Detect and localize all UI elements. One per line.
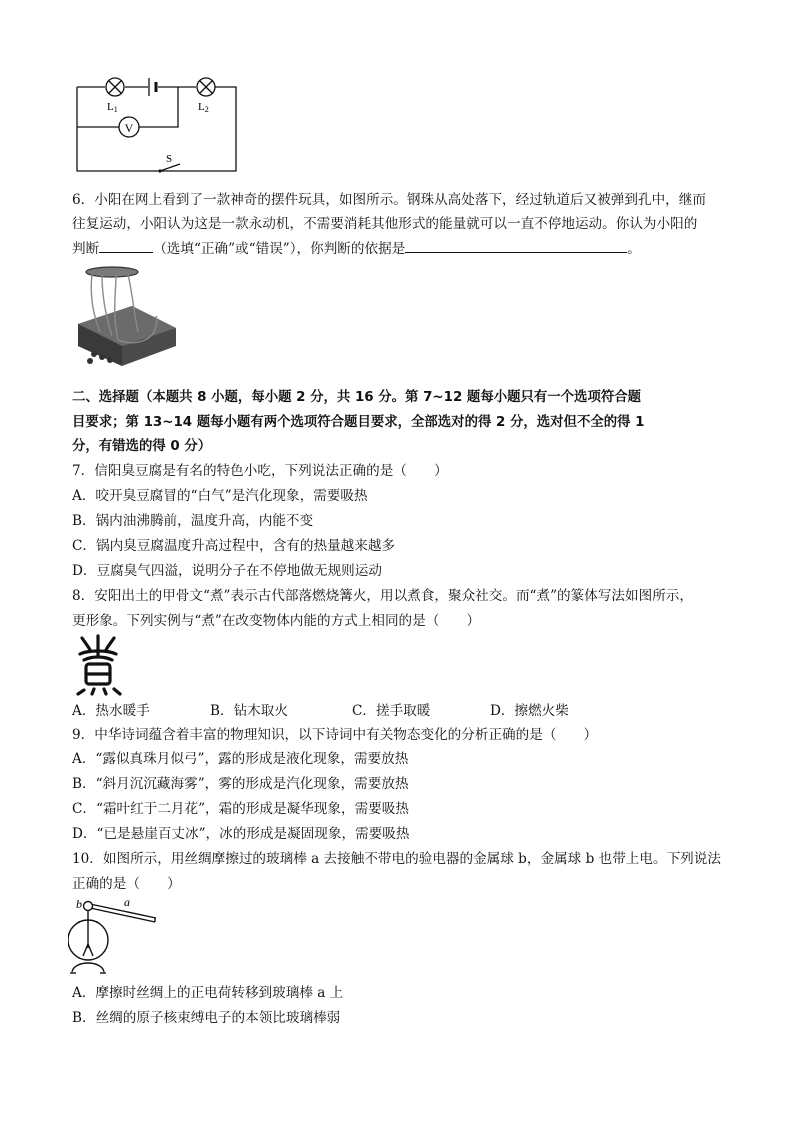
q9-option-d[interactable]: D．“已是悬崖百丈冰”，冰的形成是凝固现象，需要吸热 [72,826,410,842]
switch-contact-icon [158,169,161,172]
q9-option-b[interactable]: B．“斜月沉沉藏海雾”，雾的形成是汽化现象，需要放热 [72,776,409,792]
section-2-header-line-1: 二、选择题（本题共 8 小题，每小题 2 分，共 16 分。第 7~12 题每小题只有一个选项符合题 [72,390,642,405]
q6-line-3 [72,240,641,258]
q10-option-a[interactable]: A．摩擦时丝绸上的正电荷转移到玻璃棒 a 上 [72,985,344,1001]
q7-option-d[interactable]: D．豆腐臭气四溢，说明分子在不停地做无规则运动 [72,563,382,579]
q10-line-2: 正确的是（ ） [72,876,181,892]
seal-script-zhu-image [74,634,122,696]
section-2-header-line-3: 分，有错选的得 0 分） [72,439,212,454]
q8-line-2: 更形象。下列实例与“煮”在改变物体内能的方式上相同的是（ ） [72,613,481,629]
q6-line-2: 往复运动，小阳认为这是一款永动机，不需要消耗其他形式的能量就可以一直不停地运动。你认为小阳的 [72,216,698,232]
q8-line-1: 8．安阳出土的甲骨文“煮”表示古代部落燃烧篝火，用以煮食，聚众社交。而“煮”的篆体写法如图所示， [72,588,693,604]
q8-option-c[interactable]: C．搓手取暖 [352,703,431,719]
section-2-header-line-2: 目要求；第 13~14 题每小题有两个选项符合题目要求，全部选对的得 2 分，选对但不全的得 1 [72,415,645,430]
label-b: b [76,897,82,911]
q6-line-1: 6．小阳在网上看到了一款神奇的摆件玩具，如图所示。钢珠从高处落下，经过轨道后又被弹到孔中，继而 [72,192,706,208]
q7-option-a[interactable]: A．咬开臭豆腐冒的“白气”是汽化现象，需要吸热 [72,488,368,504]
q7-stem: 7．信阳臭豆腐是有名的特色小吃，下列说法正确的是（ ） [72,463,448,479]
q8-option-b[interactable]: B．钻木取火 [210,703,288,719]
q7-option-c[interactable]: C．锅内臭豆腐温度升高过程中，含有的热量越来越多 [72,538,396,554]
q6-blank-2[interactable] [405,240,627,253]
lamp-l1-label: L1 [107,101,118,114]
q6-text-c: 。 [627,241,641,257]
q10-line-1: 10．如图所示，用丝绸摩擦过的玻璃棒 a 去接触不带电的验电器的金属球 b，金属球 b 也带上电。下列说法 [72,851,721,867]
q8-option-d[interactable]: D．擦燃火柴 [490,703,569,719]
voltmeter-label: V [124,121,134,135]
switch-label: S [166,153,173,165]
circuit-diagram [70,68,245,176]
metal-ball-b-icon [84,902,93,911]
q6-text-a: 判断 [72,241,100,257]
battery-icon [149,78,156,96]
q6-blank-1[interactable] [99,240,153,253]
perpetual-motion-toy-image [72,262,180,374]
q9-option-a[interactable]: A．“露似真珠月似弓”，露的形成是液化现象，需要放热 [72,751,409,767]
q10-option-b[interactable]: B．丝绸的原子核束缚电子的本领比玻璃棒弱 [72,1010,341,1026]
q6-text-b: （选填“正确”或“错误”），你判断的依据是 [153,241,406,257]
q9-option-c[interactable]: C．“霜叶红于二月花”，霜的形成是凝华现象，需要吸热 [72,801,409,817]
q7-option-b[interactable]: B．锅内油沸腾前，温度升高，内能不变 [72,513,314,529]
q9-stem: 9．中华诗词蕴含着丰富的物理知识，以下诗词中有关物态变化的分析正确的是（ ） [72,727,598,743]
lamp-l1-icon [106,78,124,96]
lamp-l2-icon [197,78,215,96]
label-a: a [124,896,130,909]
lamp-l2-label: L2 [198,101,209,114]
electroscope-diagram [68,896,168,980]
q8-option-a[interactable]: A．热水暖手 [72,703,150,719]
